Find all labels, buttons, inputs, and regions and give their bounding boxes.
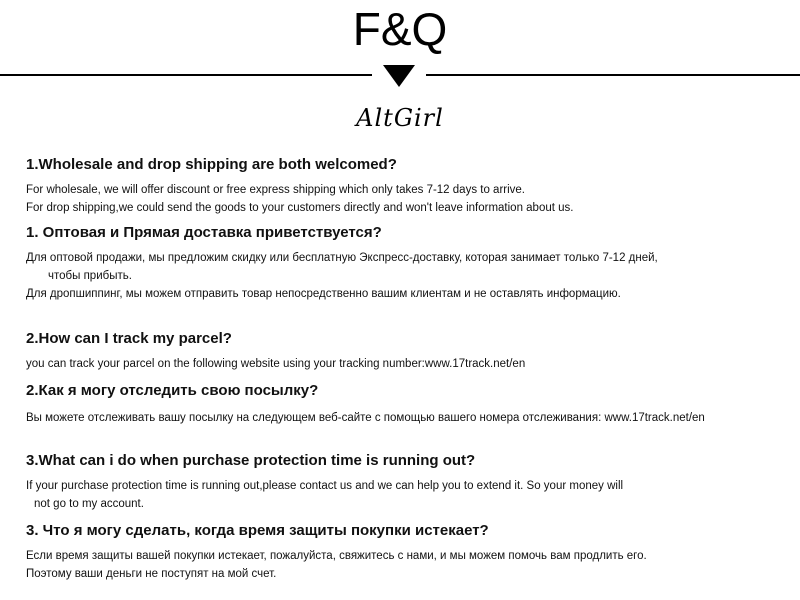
faq-answer-line: If your purchase protection time is running out,please contact us and we can help you to extend it. So your money will — [26, 480, 624, 492]
faq-question-1-en: 1.Wholesale and drop shipping are both welcomed? — [26, 156, 397, 173]
divider-right — [426, 74, 800, 76]
brand-logo-text: AltGirl — [356, 104, 444, 132]
faq-answer-line: Вы можете отслеживать вашу посылку на следующем веб-сайте с помощью вашего номера отслеживания: www.17track.net/en — [26, 412, 705, 424]
faq-question-2-ru: 2.Как я могу отследить свою посылку? — [26, 382, 319, 399]
faq-answer-line: чтобы прибыть. — [48, 270, 132, 282]
faq-answer-line: Поэтому ваши деньги не поступят на мой счет. — [26, 568, 277, 580]
faq-answer-line: you can track your parcel on the following website using your tracking number:www.17track.net/en — [26, 358, 526, 370]
faq-answer-line: not go to my account. — [34, 498, 144, 510]
page-title: F&Q — [352, 3, 448, 55]
faq-answer-1-en — [26, 181, 791, 217]
faq-content — [26, 155, 791, 583]
faq-answer-line: Если время защиты вашей покупки истекает, пожалуйста, свяжитесь с нами, и мы можем помочь вам продлить его. — [26, 550, 647, 562]
faq-answer-line: Для дропшиппинг, мы можем отправить товар непосредственно вашим клиентам и не оставлять информацию. — [26, 288, 621, 300]
faq-answer-line: For wholesale, we will offer discount or free express shipping which only takes 7-12 days to arrive. — [26, 184, 525, 196]
faq-answer-2-en — [26, 355, 791, 373]
faq-answer-3-en — [26, 477, 791, 513]
faq-answer-3-ru — [26, 547, 791, 583]
faq-question-1-ru: 1. Оптовая и Прямая доставка приветствуется? — [26, 224, 382, 241]
divider-left — [0, 74, 372, 76]
faq-answer-line: Для оптовой продажи, мы предложим скидку или бесплатную Экспресс-доставку, которая занимает только 7-12 дней, — [26, 252, 658, 264]
header — [0, 0, 800, 132]
faq-answer-2-ru — [26, 409, 791, 427]
faq-answer-1-ru — [26, 249, 791, 303]
faq-question-2-en: 2.How can I track my parcel? — [26, 330, 232, 347]
faq-answer-line: For drop shipping,we could send the goods to your customers directly and won't leave information about us. — [26, 202, 574, 214]
triangle-down-icon — [383, 65, 415, 87]
faq-question-3-en: 3.What can i do when purchase protection time is running out? — [26, 452, 476, 469]
faq-question-3-ru: 3. Что я могу сделать, когда время защиты покупки истекает? — [26, 522, 489, 539]
